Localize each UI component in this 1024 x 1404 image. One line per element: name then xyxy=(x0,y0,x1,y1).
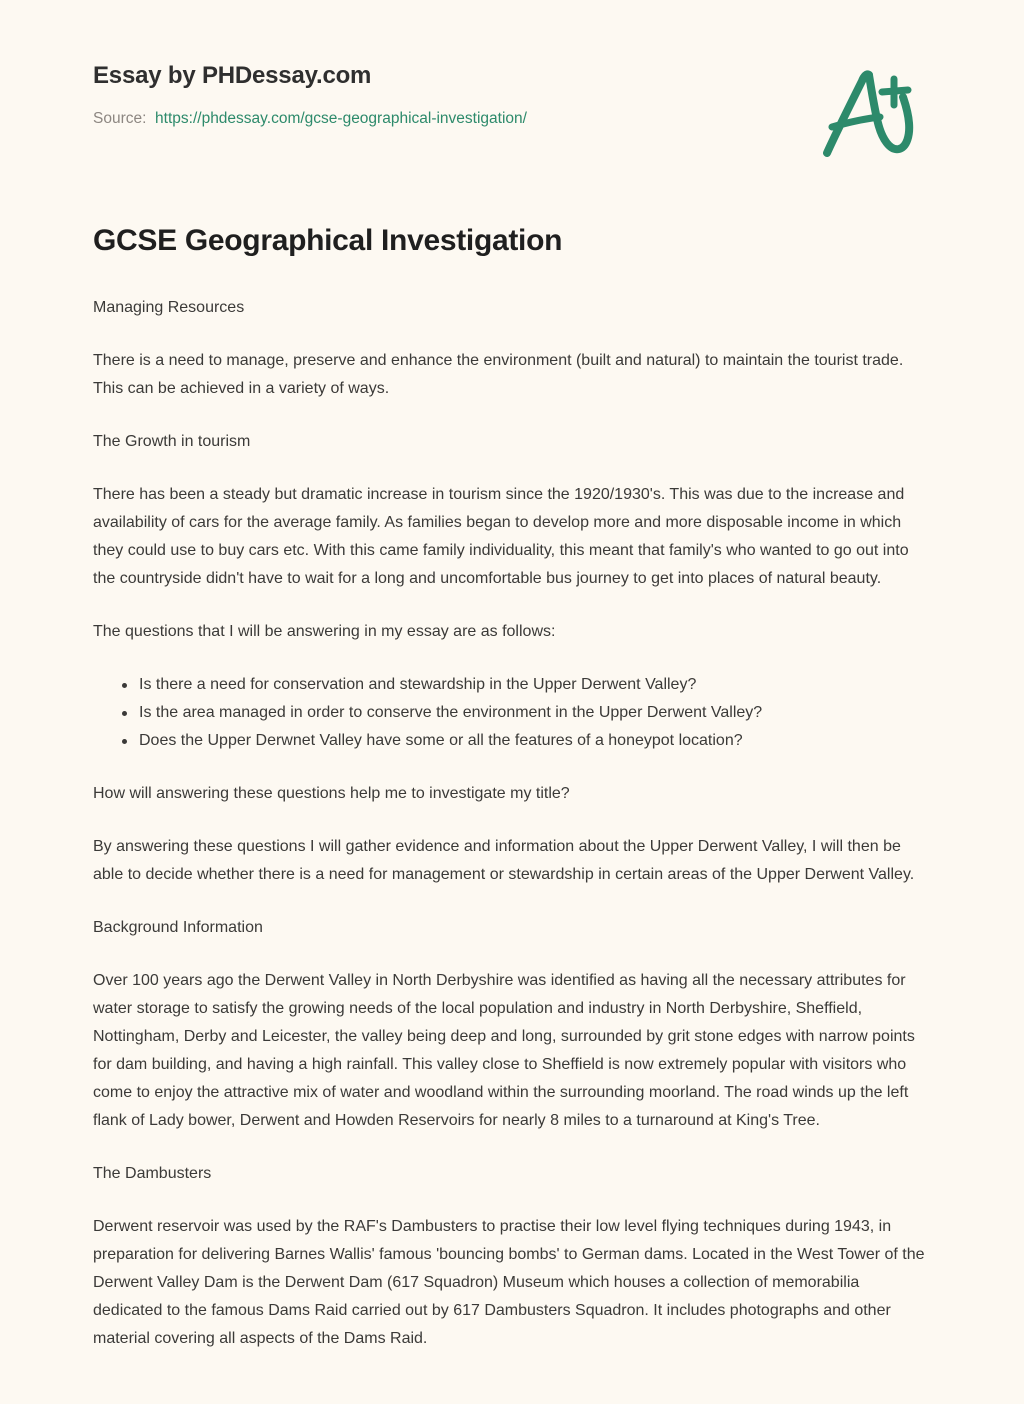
section-heading-growth-in-tourism: The Growth in tourism xyxy=(93,432,251,450)
header-left xyxy=(93,62,527,129)
paragraph-dambusters: Derwent reservoir was used by the RAF's Dambusters to practise their low level flying techniques during 1943, in preparation for delivering Barnes Wallis' famous 'bouncing bombs' to German dams. Located in the West Tower of the Derwent Valley Dam is the Derwent Dam (617 Squadron) Museum which houses a collection of memorabilia dedicated to the famous Dams Raid carried out by 617 Dambusters Squadron. It includes photographs and other material covering all aspects of the Dams Raid. xyxy=(93,1217,925,1347)
a-plus-logo[interactable] xyxy=(805,64,925,160)
source-label: Source: xyxy=(93,109,147,127)
list-item: Does the Upper Derwnet Valley have some or all the features of a honeypot location? xyxy=(122,727,931,755)
section-heading-dambusters: The Dambusters xyxy=(93,1164,212,1182)
section-heading-background-information: Background Information xyxy=(93,918,263,936)
list-item: Is there a need for conservation and stewardship in the Upper Derwent Valley? xyxy=(122,671,931,699)
list-item: Is the area managed in order to conserve the environment in the Upper Derwent Valley? xyxy=(122,699,931,727)
article-body xyxy=(93,222,931,1404)
paragraph-by-answering: By answering these questions I will gather evidence and information about the Upper Derwent Valley, I will then be able to decide whether there is a need for management or stewardship in certain areas of the Upper Derwent Valley. xyxy=(93,837,915,883)
paragraph-manage-preserve: There is a need to manage, preserve and enhance the environment (built and natural) to maintain the tourist trade. This can be achieved in a variety of ways. xyxy=(93,351,904,397)
brand-title: Essay by PHDessay.com xyxy=(93,62,372,89)
source-url-link[interactable]: https://phdessay.com/gcse-geographical-investigation/ xyxy=(155,109,527,127)
paragraph-questions-intro: The questions that I will be answering in my essay are as follows: xyxy=(93,622,556,640)
bottom-spacer xyxy=(93,1378,931,1404)
page-title: GCSE Geographical Investigation xyxy=(93,224,563,257)
paragraph-background-information: Over 100 years ago the Derwent Valley in North Derbyshire was identified as having all the necessary attributes for water storage to satisfy the growing needs of the local population and industry in North Derbyshire, Sheffield, Nottingham, Derby and Leicester, the valley being deep and long, surrounded by grit stone edges with narrow points for dam building, and having a high rainfall. This valley close to Sheffield is now extremely popular with visitors who come to enjoy the attractive mix of water and woodland within the surrounding moorland. The road winds up the left flank of Lady bower, Derwent and Howden Reservoirs for nearly 8 miles to a turnaround at King's Tree. xyxy=(93,971,915,1129)
section-heading-managing-resources: Managing Resources xyxy=(93,298,245,316)
paragraph-growth-in-tourism: There has been a steady but dramatic increase in tourism since the 1920/1930's. This was due to the increase and availability of cars for the average family. As families began to develop more and more disposable income in which they could use to buy cars etc. With this came family individuality, this meant that family's who wanted to go out into the countryside didn't have to wait for a long and uncomfortable bus journey to get into places of natural beauty. xyxy=(93,485,909,587)
source-line xyxy=(93,109,527,129)
site-header xyxy=(93,0,931,160)
questions-list xyxy=(93,671,931,755)
section-heading-how-will-answering: How will answering these questions help me to investigate my title? xyxy=(93,784,570,802)
